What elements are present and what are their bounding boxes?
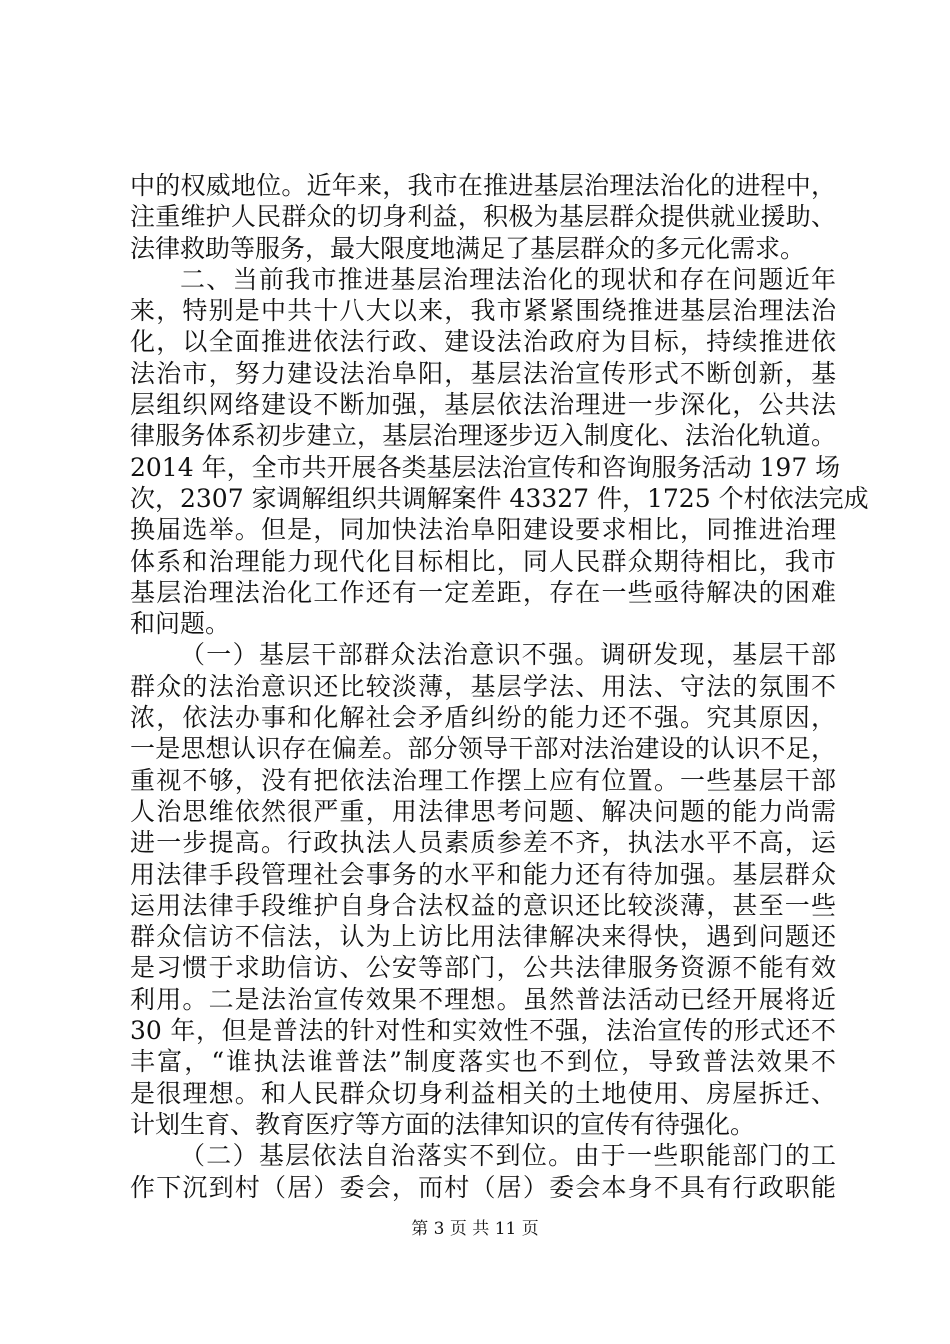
text-line: 是习惯于求助信访、公安等部门，公共法律服务资源不能有效 xyxy=(130,953,836,983)
text-line: 化，以全面推进依法行政、建设法治政府为目标，持续推进依 xyxy=(130,327,836,357)
text-line: 和问题。 xyxy=(130,609,231,639)
text-line: 群众信访不信法，认为上访比用法律解决来得快，遇到问题还 xyxy=(130,922,836,952)
text-line: 计划生育、教育医疗等方面的法律知识的宣传有待强化。 xyxy=(130,1109,756,1139)
text-line: 进一步提高。行政执法人员素质参差不齐，执法水平不高，运 xyxy=(130,828,836,858)
text-line: 2014 年，全市共开展各类基层法治宣传和咨询服务活动 197 场 xyxy=(130,452,841,482)
text-line: 人治思维依然很严重，用法律思考问题、解决问题的能力尚需 xyxy=(130,796,836,826)
text-line: （一）基层干部群众法治意识不强。调研发现，基层干部 xyxy=(180,640,836,670)
text-line: 体系和治理能力现代化目标相比，同人民群众期待相比，我市 xyxy=(130,546,836,576)
text-line: 重视不够，没有把依法治理工作摆上应有位置。一些基层干部 xyxy=(130,765,836,795)
text-line: 作下沉到村（居）委会，而村（居）委会本身不具有行政职能 xyxy=(130,1172,836,1202)
text-line: 一是思想认识存在偏差。部分领导干部对法治建设的认识不足， xyxy=(130,734,836,764)
text-line: 利用。二是法治宣传效果不理想。虽然普法活动已经开展将近 xyxy=(130,984,836,1014)
text-line: 浓，依法办事和化解社会矛盾纠纷的能力还不强。究其原因， xyxy=(130,703,836,733)
text-line: （二）基层依法自治落实不到位。由于一些职能部门的工 xyxy=(180,1141,836,1171)
text-line: 运用法律手段维护自身合法权益的意识还比较淡薄，甚至一些 xyxy=(130,890,836,920)
text-line: 注重维护人民群众的切身利益，积极为基层群众提供就业援助、 xyxy=(130,202,836,232)
text-line: 法治市，努力建设法治阜阳，基层法治宣传形式不断创新，基 xyxy=(130,358,836,388)
text-line: 二、当前我市推进基层治理法治化的现状和存在问题近年 xyxy=(180,264,836,294)
text-line: 基层治理法治化工作还有一定差距，存在一些亟待解决的困难 xyxy=(130,577,836,607)
text-line: 来，特别是中共十八大以来，我市紧紧围绕推进基层治理法治 xyxy=(130,296,836,326)
document-body xyxy=(130,170,869,1203)
text-line: 丰富，“谁执法谁普法”制度落实也不到位，导致普法效果不 xyxy=(130,1047,836,1077)
page-footer: 第 3 页 共 11 页 xyxy=(411,1219,539,1239)
text-line: 律服务体系初步建立，基层治理逐步迈入制度化、法治化轨道。 xyxy=(130,421,836,451)
text-line: 层组织网络建设不断加强，基层依法治理进一步深化，公共法 xyxy=(130,390,836,420)
text-line: 次，2307 家调解组织共调解案件 43327 件，1725 个村依法完成 xyxy=(130,483,869,513)
text-line: 30 年，但是普法的针对性和实效性不强，法治宣传的形式还不 xyxy=(130,1016,836,1046)
text-line: 群众的法治意识还比较淡薄，基层学法、用法、守法的氛围不 xyxy=(130,671,836,701)
text-line: 是很理想。和人民群众切身利益相关的土地使用、房屋拆迁、 xyxy=(130,1078,836,1108)
text-line: 换届选举。但是，同加快法治阜阳建设要求相比，同推进治理 xyxy=(130,515,836,545)
text-line: 法律救助等服务，最大限度地满足了基层群众的多元化需求。 xyxy=(130,233,806,263)
text-line: 中的权威地位。近年来，我市在推进基层治理法治化的进程中， xyxy=(130,171,836,200)
text-line: 用法律手段管理社会事务的水平和能力还有待加强。基层群众 xyxy=(130,859,836,889)
